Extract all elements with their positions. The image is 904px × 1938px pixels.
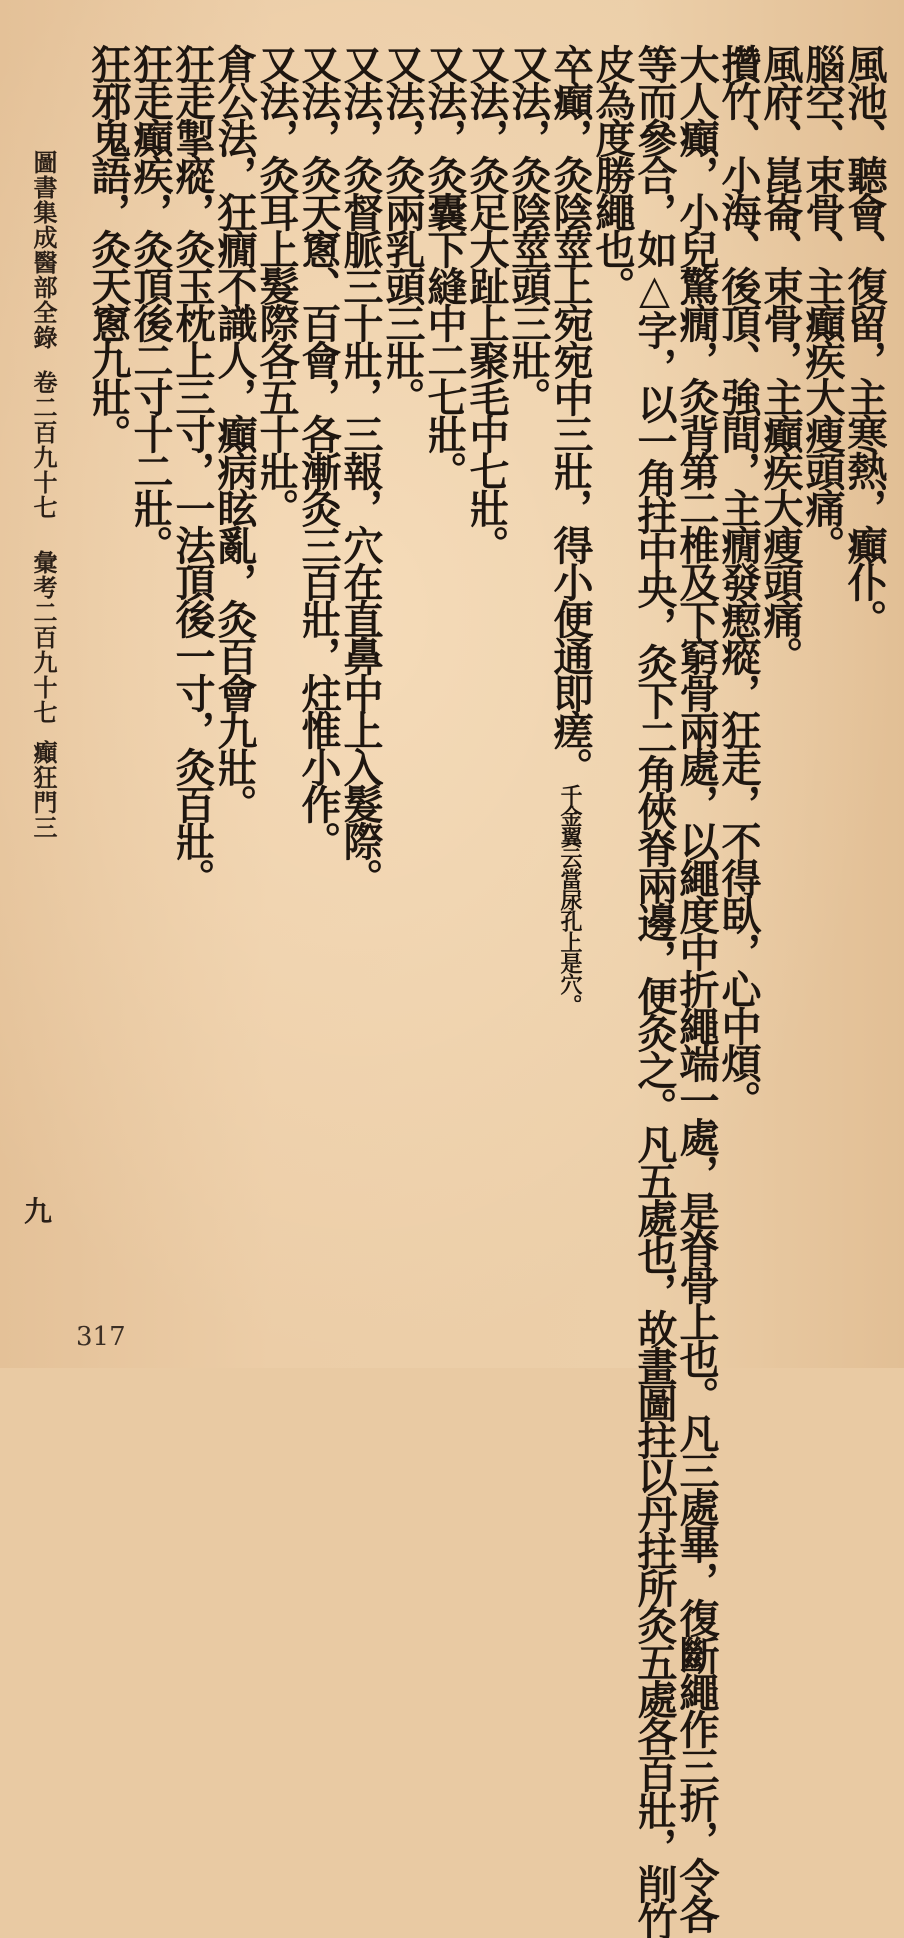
text-column-2: 腦空、束骨、主癲疾大瘦頭痛。 [799,44,846,562]
running-head-chapter: 癲狂門三 [29,740,58,840]
annotation-note: 千金翼云當尿孔上是穴。 [557,784,583,1015]
text-column-5: 大人癲，小兒驚癇，灸背第二椎及下窮骨兩處，以繩度中折繩端一處，是脊骨上也。凡三處畢，復斷繩作三折，令各 [673,44,720,1931]
text-column-15: 又法，灸耳上髮際各五十壯。 [253,44,300,525]
text-column-4: 攢竹、小海、後頂、強間，主癇發瘛瘲，狂走，不得臥，心中煩。 [715,44,762,1117]
text-column-1: 風池、聽會、復留，主寒熱，癲仆。 [841,44,888,636]
text-column-8-main: 卒癲，灸陰莖上宛宛中三壯，得小便通即瘥。 [547,44,594,784]
text-column-13: 又法，灸督脈三十壯，三報，穴在直鼻中上入髮際。 [337,44,384,895]
text-column-6: 等而參合，如△字，以一角拄中央，灸下二角俠脊兩邊，便灸之。凡五處也，故畫圖拄以丹拄所灸五處各百壯，削竹 [631,44,678,1938]
text-column-9: 又法，灸陰莖頭三壯。 [505,44,552,414]
text-column-12: 又法，灸兩乳頭三壯。 [379,44,426,414]
folio-chinese: 九 [24,1195,53,1228]
text-column-18: 狂走癲疾，灸頂後二寸十二壯。 [127,44,174,562]
text-column-11: 又法，灸囊下縫中二七壯。 [421,44,468,488]
text-column-19: 狂邪鬼語，灸天窻九壯。 [85,44,132,451]
text-column-7: 皮為度勝繩也。 [589,44,636,303]
text-column-10: 又法，灸足大趾上聚毛中七壯。 [463,44,510,562]
page-number: 317 [76,1322,126,1352]
running-head-volume: 卷二百九十七 [29,370,58,520]
text-column-16: 倉公法，狂癇不識人，癲病眩亂，灸百會九壯。 [211,44,258,821]
text-column-17: 狂走掣瘲，灸玉枕上三寸，一法頂後一寸，灸百壯。 [169,44,216,895]
running-head-title: 圖書集成醫部全錄 [29,150,58,350]
text-column-8 [548,44,592,1015]
text-column-14: 又法，灸天窻、百會，各漸灸三百壯，炷惟小作。 [295,44,342,858]
running-head-section: 彙考二百九十七 [29,550,58,725]
text-column-3: 風府、崑崙、束骨，主癲疾大瘦頭痛。 [757,44,804,673]
